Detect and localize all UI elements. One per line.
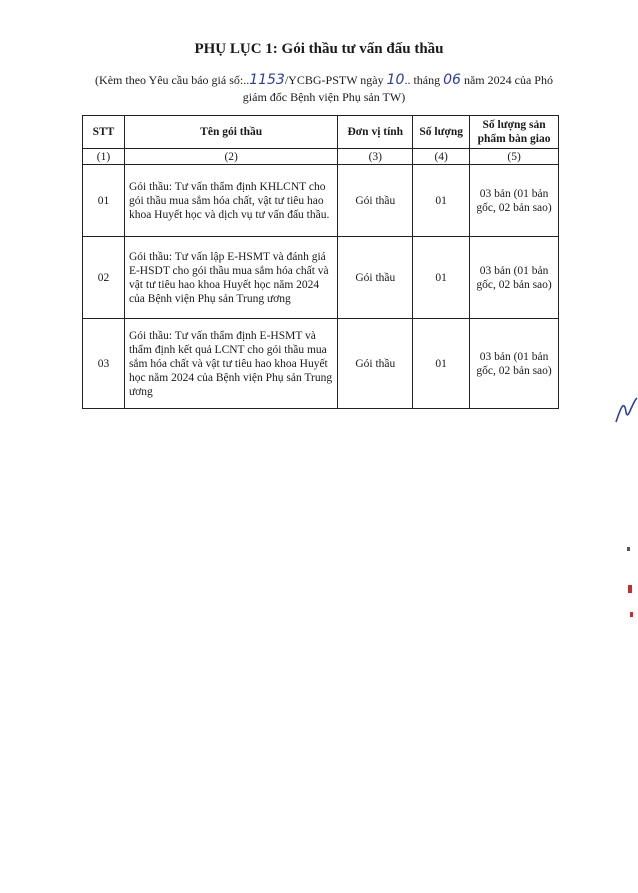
row-deliverables: 03 bản (01 bản gốc, 02 bản sao) bbox=[470, 165, 559, 237]
stamp-edge-mark bbox=[630, 612, 633, 617]
subtitle bbox=[84, 72, 564, 106]
header-quantity: Số lượng bbox=[413, 116, 470, 149]
row-quantity: 01 bbox=[413, 237, 470, 319]
row-deliverables: 03 bản (01 bản gốc, 02 bản sao) bbox=[470, 237, 559, 319]
subtitle-suffix: năm 2024 của Phó giám đốc Bệnh viện Phụ sản TW) bbox=[242, 73, 553, 104]
subtitle-mid2: .. tháng bbox=[404, 73, 441, 87]
column-number: (3) bbox=[338, 149, 413, 165]
header-stt: STT bbox=[83, 116, 125, 149]
table-row bbox=[83, 165, 559, 237]
subtitle-prefix: (Kèm theo Yêu cầu báo giá số:.. bbox=[95, 73, 250, 87]
row-unit: Gói thầu bbox=[338, 237, 413, 319]
row-quantity: 01 bbox=[413, 165, 470, 237]
row-package-name: Gói thầu: Tư vấn lập E-HSMT và đánh giá E-HSDT cho gói thầu mua sắm hóa chất và vật tư tiêu hao khoa Huyết học năm 2024 của Bệnh viện Phụ sản Trung ương bbox=[124, 237, 337, 319]
annex-table bbox=[82, 115, 559, 409]
handwritten-number: 1153 bbox=[249, 72, 285, 88]
handwritten-day: 10 bbox=[386, 72, 405, 88]
table-header-row bbox=[83, 116, 559, 149]
row-stt: 02 bbox=[83, 237, 125, 319]
column-number: (5) bbox=[470, 149, 559, 165]
row-unit: Gói thầu bbox=[338, 165, 413, 237]
row-unit: Gói thầu bbox=[338, 319, 413, 409]
column-number: (2) bbox=[124, 149, 337, 165]
column-number-row bbox=[83, 149, 559, 165]
column-number: (1) bbox=[83, 149, 125, 165]
table-row bbox=[83, 237, 559, 319]
row-quantity: 01 bbox=[413, 319, 470, 409]
header-unit: Đơn vị tính bbox=[338, 116, 413, 149]
subtitle-mid1: /YCBG-PSTW ngày bbox=[284, 73, 384, 87]
stamp-edge-mark bbox=[628, 585, 632, 593]
column-number: (4) bbox=[413, 149, 470, 165]
row-package-name: Gói thầu: Tư vấn thẩm định E-HSMT và thẩm định kết quả LCNT cho gói thầu mua sắm hóa chất và vật tư tiêu hao khoa Huyết học năm 2024 của Bệnh viện Phụ sản Trung ương bbox=[124, 319, 337, 409]
row-stt: 03 bbox=[83, 319, 125, 409]
page-title: PHỤ LỤC 1: Gói thầu tư vấn đấu thầu bbox=[194, 41, 444, 57]
scan-speck bbox=[627, 547, 630, 551]
signature-bleed-mark bbox=[612, 392, 638, 428]
row-deliverables: 03 bản (01 bản gốc, 02 bản sao) bbox=[470, 319, 559, 409]
row-package-name: Gói thầu: Tư vấn thẩm định KHLCNT cho gói thầu mua sắm hóa chất, vật tư tiêu hao khoa Huyết học và dịch vụ tư vấn đấu thầu. bbox=[124, 165, 337, 237]
header-deliverables: Số lượng sản phẩm bàn giao bbox=[470, 116, 559, 149]
table-row bbox=[83, 319, 559, 409]
header-package-name: Tên gói thầu bbox=[124, 116, 337, 149]
handwritten-month: 06 bbox=[443, 72, 461, 88]
row-stt: 01 bbox=[83, 165, 125, 237]
